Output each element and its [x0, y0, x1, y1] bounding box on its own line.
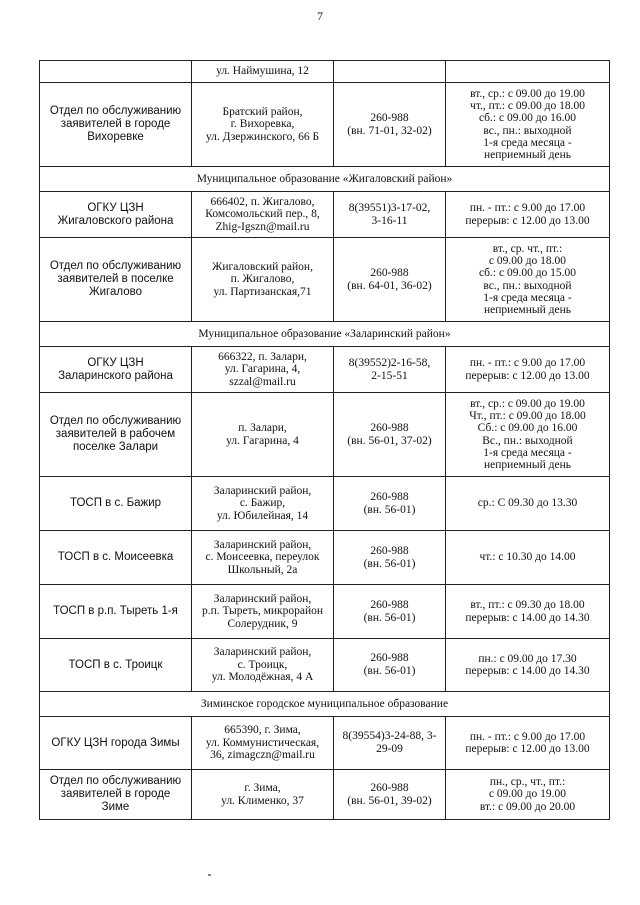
hours-line: Сб.: с 09.00 до 16.00: [477, 422, 578, 435]
phone-line: 3-16-11: [371, 214, 408, 227]
hours-line: перерыв: с 12.00 до 13.00: [465, 369, 590, 382]
page-number: 7: [317, 9, 323, 23]
hours-line: вт., пт.: с 09.30 до 18.00: [470, 599, 585, 612]
address-line: Солерудник, 9: [227, 617, 298, 630]
scan-speck: [208, 874, 211, 876]
section-title: Муниципальное образование «Заларинский район»: [40, 322, 610, 347]
cell-phone: [334, 347, 446, 393]
dept-line: Заларинского района: [58, 369, 173, 382]
phone-line: 260-988: [370, 598, 409, 611]
address-line: п. Жигалово,: [230, 273, 295, 286]
table-row: [40, 347, 610, 393]
cell-phone: [334, 770, 446, 820]
offices-table-body: [40, 61, 610, 820]
address-line: ул. Гагарина, 4,: [224, 363, 301, 376]
cell-address: [192, 770, 334, 820]
hours-line: 1-я среда месяца -: [483, 446, 572, 459]
cell-dept: [40, 717, 192, 770]
cell-hours: [446, 717, 610, 770]
hours-line: Чт., пт.: с 09.00 до 18.00: [469, 410, 586, 423]
cell-address: [192, 192, 334, 238]
phone-line: 260-988: [370, 490, 409, 503]
hours-line: неприемный день: [484, 458, 571, 471]
table-row: [40, 393, 610, 477]
dept-line: ТОСП в с. Моисеевка: [57, 551, 174, 564]
dept-line: ТОСП в с. Троицк: [68, 658, 163, 671]
cell-dept: [40, 83, 192, 167]
phone-line: 260-988: [370, 421, 409, 434]
dept-line: заявителей в рабочем: [55, 428, 176, 441]
dept-line: заявителей в городе: [60, 118, 171, 131]
phone-line: (вн. 56-01): [363, 611, 416, 624]
cell-phone: [334, 192, 446, 238]
address-line: ул. Гагарина, 4: [226, 434, 299, 447]
cell-address: [192, 477, 334, 531]
hours-line: вс., пн.: выходной: [483, 279, 572, 292]
hours-line: 1-я среда месяца -: [483, 291, 572, 304]
hours-line: 1-я среда месяца -: [483, 136, 572, 149]
phone-line: 8(39551)3-17-02,: [348, 201, 431, 214]
phone-line: 2-15-51: [371, 369, 408, 382]
dept-line: Зиме: [101, 800, 130, 813]
address-line: с. Моисеевка, переулок: [205, 551, 320, 564]
dept-line: Вихоревке: [87, 130, 144, 143]
address-line: Братский район,: [222, 105, 303, 118]
cell-dept: [40, 238, 192, 322]
table-row: [40, 477, 610, 531]
dept-line: заявителей в городе: [60, 788, 171, 801]
table-row: [40, 238, 610, 322]
address-line: Заларинский район,: [213, 538, 312, 551]
address-line: ул. Клименко, 37: [221, 794, 304, 807]
table-row: [40, 585, 610, 639]
cell-phone: [334, 717, 446, 770]
cell-hours: [446, 477, 610, 531]
hours-line: пн. - пт.: с 9.00 до 17.00: [469, 730, 586, 743]
cell-dept: [40, 639, 192, 692]
hours-line: чт., пт.: с 09.00 до 18.00: [470, 100, 585, 113]
phone-line: (вн. 71-01, 32-02): [347, 124, 432, 137]
cell-phone: [334, 531, 446, 585]
cell-hours: [446, 61, 610, 83]
table-row: [40, 83, 610, 167]
hours-line: пн. - пт.: с 9.00 до 17.00: [469, 202, 586, 215]
cell-hours: [446, 639, 610, 692]
address-line: ул. Коммунистическая,: [205, 736, 320, 749]
cell-phone: [334, 238, 446, 322]
hours-line: с 09.00 до 18.00: [488, 255, 567, 268]
cell-phone: [334, 83, 446, 167]
hours-line: вт., ср. чт., пт.:: [492, 242, 563, 255]
hours-line: перерыв: с 14.00 до 14.30: [465, 665, 590, 677]
dept-line: ОГКУ ЦЗН: [87, 356, 144, 369]
cell-address: [192, 585, 334, 639]
cell-dept: [40, 61, 192, 83]
phone-line: (вн. 56-01): [363, 557, 416, 570]
hours-line: пн.: с 09.00 до 17.30: [478, 652, 577, 665]
cell-address: [192, 531, 334, 585]
dept-line: Отдел по обслуживанию: [49, 775, 182, 788]
phone-line: 8(39552)2-16-58,: [348, 356, 431, 369]
address-line: szzal@mail.ru: [229, 375, 296, 388]
address-line: 666322, п. Залари,: [218, 350, 307, 363]
hours-line: пн. - пт.: с 9.00 до 17.00: [469, 357, 586, 370]
cell-hours: [446, 83, 610, 167]
hours-line: вт., ср.: с 09.00 до 19.00: [470, 87, 585, 100]
dept-line: Жигалово: [89, 285, 142, 298]
cell-hours: [446, 192, 610, 238]
address-line: Заларинский район,: [213, 592, 312, 605]
phone-line: (вн. 56-01, 39-02): [347, 794, 432, 807]
hours-line: вт.: с 09.00 до 20.00: [479, 800, 576, 813]
address-line: Жигаловский район,: [212, 260, 313, 273]
cell-dept: [40, 192, 192, 238]
address-line: г. Вихоревка,: [230, 118, 295, 131]
address-line: ул. Наймушина, 12: [216, 65, 309, 78]
hours-line: перерыв: с 12.00 до 13.00: [465, 214, 590, 227]
address-line: г. Зима,: [244, 782, 281, 795]
cell-address: [192, 393, 334, 477]
table-row: [40, 717, 610, 770]
hours-line: чт.: с 10.30 до 14.00: [479, 551, 576, 564]
cell-address: [192, 238, 334, 322]
phone-line: 29-09: [376, 743, 403, 755]
phone-line: 260-988: [370, 781, 409, 794]
phone-line: 8(39554)3-24-88, 3-: [342, 730, 437, 743]
phone-line: (вн. 56-01): [363, 665, 416, 677]
address-line: с. Бажир,: [239, 497, 286, 510]
cell-address: [192, 717, 334, 770]
phone-line: 260-988: [370, 111, 409, 124]
table-row: [40, 61, 610, 83]
hours-line: сб.: с 09.00 до 15.00: [478, 267, 577, 280]
dept-line: Отдел по обслуживанию: [49, 415, 182, 428]
dept-line: Жигаловского района: [57, 214, 174, 227]
cell-phone: [334, 61, 446, 83]
cell-address: [192, 61, 334, 83]
address-line: Заларинский район,: [213, 646, 312, 659]
table-row: [40, 192, 610, 238]
hours-line: с 09.00 до 19.00: [488, 788, 567, 801]
table-row: [40, 770, 610, 820]
cell-hours: [446, 393, 610, 477]
cell-dept: [40, 585, 192, 639]
hours-line: сб.: с 09.00 до 16.00: [478, 112, 577, 125]
hours-line: перерыв: с 14.00 до 14.30: [465, 611, 590, 624]
address-line: ул. Молодёжная, 4 А: [211, 671, 314, 684]
cell-phone: [334, 477, 446, 531]
hours-line: перерыв: с 12.00 до 13.00: [465, 743, 590, 755]
address-line: 36, zimagczn@mail.ru: [210, 749, 315, 762]
section-title: Муниципальное образование «Жигаловский район»: [40, 167, 610, 192]
cell-address: [192, 83, 334, 167]
phone-line: (вн. 64-01, 36-02): [347, 279, 432, 292]
address-line: Комсомольский пер., 8,: [205, 208, 320, 221]
address-line: ул. Партизанская,71: [213, 285, 312, 298]
address-line: р.п. Тыреть, микрорайон: [201, 605, 323, 618]
hours-line: неприемный день: [484, 148, 571, 161]
section-title: Зиминское городское муниципальное образование: [40, 692, 610, 717]
cell-address: [192, 347, 334, 393]
cell-dept: [40, 477, 192, 531]
section-row: [40, 322, 610, 347]
cell-hours: [446, 238, 610, 322]
address-line: Заларинский район,: [213, 484, 312, 497]
hours-line: неприемный день: [484, 303, 571, 316]
cell-hours: [446, 770, 610, 820]
address-line: с. Троицк,: [237, 658, 288, 671]
dept-line: ТОСП в р.п. Тыреть 1-я: [53, 605, 178, 618]
cell-dept: [40, 393, 192, 477]
dept-line: ОГКУ ЦЗН: [87, 201, 144, 214]
phone-line: (вн. 56-01): [363, 503, 416, 516]
table-row: [40, 531, 610, 585]
address-line: ул. Дзержинского, 66 Б: [205, 130, 320, 143]
phone-line: 260-988: [370, 266, 409, 279]
cell-dept: [40, 770, 192, 820]
hours-line: ср.: С 09.30 до 13.30: [477, 497, 578, 510]
hours-line: Вс., пн.: выходной: [482, 434, 573, 447]
address-line: ул. Юбилейная, 14: [216, 509, 309, 522]
cell-dept: [40, 531, 192, 585]
cell-address: [192, 639, 334, 692]
dept-line: ОГКУ ЦЗН города Зимы: [51, 736, 180, 749]
address-line: Zhig-Igszn@mail.ru: [215, 220, 310, 233]
dept-line: Отдел по обслуживанию: [49, 260, 182, 273]
address-line: 665390, г. Зима,: [224, 724, 301, 737]
phone-line: 260-988: [370, 652, 409, 665]
hours-line: пн., ср., чт., пт.:: [489, 776, 566, 789]
cell-hours: [446, 347, 610, 393]
cell-phone: [334, 393, 446, 477]
address-line: п. Залари,: [238, 422, 287, 435]
hours-line: вт., ср.: с 09.00 до 19.00: [470, 397, 585, 410]
dept-line: заявителей в поселке: [57, 273, 174, 286]
address-line: 666402, п. Жигалово,: [210, 195, 315, 208]
cell-phone: [334, 639, 446, 692]
dept-line: Отдел по обслуживанию: [49, 105, 182, 118]
cell-hours: [446, 585, 610, 639]
section-row: [40, 692, 610, 717]
dept-line: поселке Залари: [72, 440, 159, 453]
cell-hours: [446, 531, 610, 585]
cell-phone: [334, 585, 446, 639]
cell-dept: [40, 347, 192, 393]
dept-line: ТОСП в с. Бажир: [69, 497, 162, 510]
table-row: [40, 639, 610, 692]
phone-line: 260-988: [370, 544, 409, 557]
address-line: Школьный, 2а: [227, 563, 298, 576]
phone-line: (вн. 56-01, 37-02): [347, 434, 432, 447]
offices-table: [39, 60, 610, 820]
section-row: [40, 167, 610, 192]
hours-line: вс., пн.: выходной: [483, 124, 572, 137]
